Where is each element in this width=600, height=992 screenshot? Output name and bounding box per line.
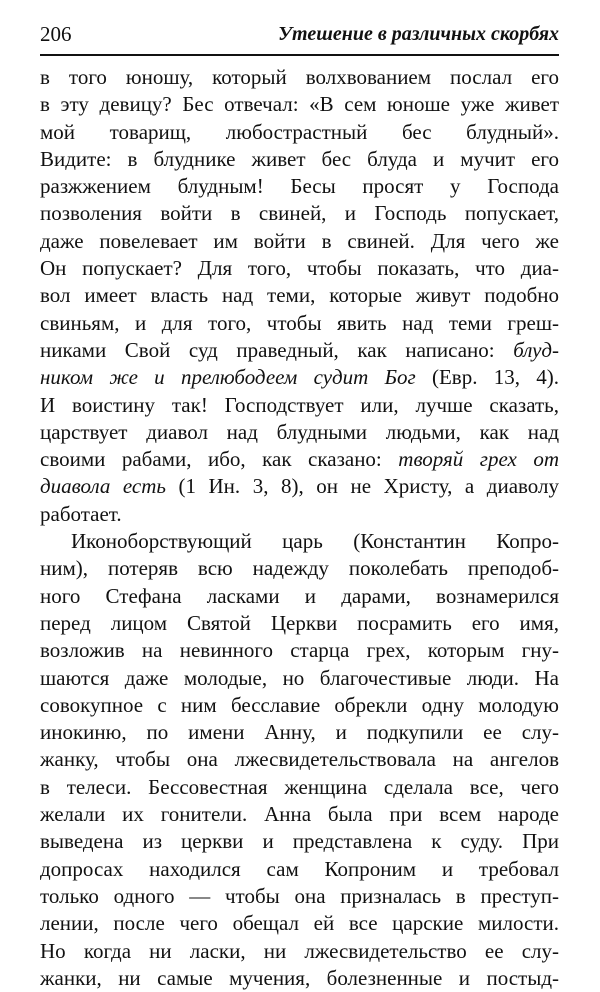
scripture-quote: творяй грех от: [398, 447, 559, 472]
text-line: перед лицом Святой Церкви посрамить его имя,: [40, 610, 559, 635]
scripture-reference: (Евр. 13, 4).: [415, 365, 559, 390]
text-line: позволения войти в свиней, и Господь попускает,: [40, 201, 559, 226]
text-line: выведена из церкви и представлена к суду. При: [40, 829, 559, 854]
page-header: [40, 14, 559, 56]
scripture-quote: блуд-: [513, 337, 559, 362]
scripture-quote: диавола есть: [40, 474, 166, 499]
text-line: только одного — чтобы она призналась в преступ-: [40, 883, 559, 908]
text-line: И воистину так! Господствует или, лучше сказать,: [40, 392, 559, 417]
text-line: в эту девицу? Бес отвечал: «В сем юноше уже живет: [40, 92, 559, 117]
text-line: Видите: в блуднике живет бес блуда и мучит его: [40, 146, 559, 171]
text-line: желали их гонители. Анна была при всем народе: [40, 802, 559, 827]
text-line: своими рабами, ибо, как сказано: творяй грех от: [40, 447, 559, 472]
scripture-quote: ником же и прелюбодеем судит Бог: [40, 365, 416, 390]
text-line: Он попускает? Для того, чтобы показать, что диа-: [40, 256, 559, 281]
text-line: [40, 364, 559, 391]
text-line: даже повелевает им войти в свиней. Для чего же: [40, 228, 559, 253]
text-line: в телеси. Бессовестная женщина сделала все, чего: [40, 774, 559, 799]
text-line: царствует диавол над блудными людьми, как над: [40, 419, 559, 444]
scripture-reference: (1 Ин. 3, 8), он не Христу, а диаволу: [165, 474, 559, 499]
text-line-paragraph-start: Иконоборствующий царь (Константин Копро-: [71, 529, 559, 554]
text-line: ним), потеряв всю надежду поколебать преподоб-: [40, 556, 559, 581]
text-line: инокиню, по имени Анну, и подкупили ее слу-: [40, 720, 559, 745]
book-page: [40, 14, 559, 990]
text-line: лении, после чего обещал ей все царские милости.: [40, 911, 559, 936]
running-title: Утешение в различных скорбях: [278, 23, 559, 45]
text-line: Но когда ни ласки, ни лжесвидетельство ее слу-: [40, 938, 559, 963]
body-text: [40, 64, 559, 992]
text-line: шаются даже молодые, но благочестивые люди. На: [40, 665, 559, 690]
text-line: [40, 473, 559, 500]
text-line: разжжением блудным! Бесы просят у Господа: [40, 174, 559, 199]
text-line: в того юношу, который волхвованием послал его: [40, 65, 559, 89]
page-number: 206: [40, 22, 72, 46]
text-line: допросах находился сам Копроним и требовал: [40, 856, 559, 881]
text-line: мой товарищ, любострастный бес блудный».: [40, 119, 559, 144]
text-line: возложив на невинного старца грех, которым гну-: [40, 638, 559, 663]
text-line: жанку, чтобы она лжесвидетельствовала на ангелов: [40, 747, 559, 772]
text-line: никами Свой суд праведный, как написано: блуд-: [40, 337, 559, 362]
text-line: жанки, ни самые мучения, болезненные и постыд-: [40, 965, 559, 990]
text-line: свиньям, и для того, чтобы явить над теми греш-: [40, 310, 559, 335]
text-line: ного Стефана ласками и дарами, вознамерился: [40, 583, 559, 608]
text-line-paragraph-end: работает.: [40, 501, 122, 526]
text-line: совокупное с ним бесславие обрекли одну молодую: [40, 692, 559, 717]
text-line: вол имеет власть над теми, которые живут подобно: [40, 283, 559, 308]
